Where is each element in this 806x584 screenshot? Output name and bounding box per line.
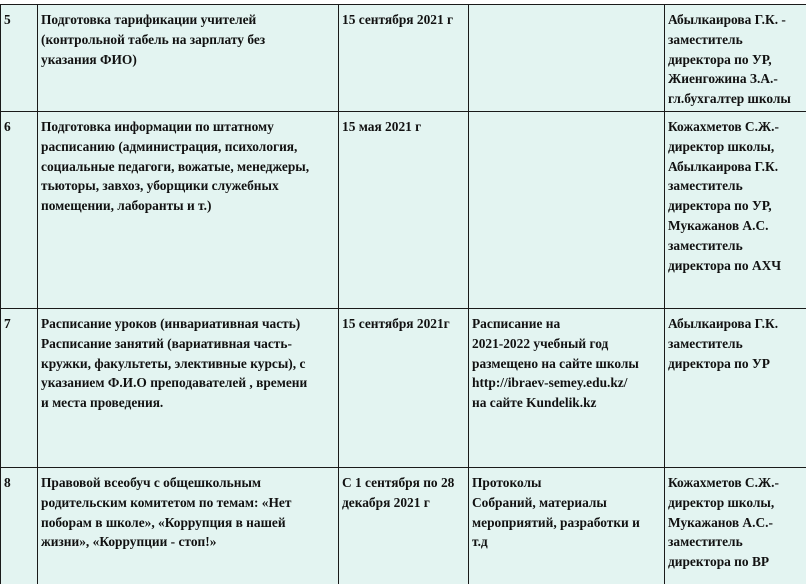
responsible-line: директор школы, bbox=[668, 138, 775, 154]
responsible-line: заместитель bbox=[668, 534, 743, 550]
responsible-line: Кожахметов С.Ж.- bbox=[668, 118, 779, 134]
row-number: 6 bbox=[1, 111, 38, 308]
task-line: родительским комитетом по темам: «Нет bbox=[41, 494, 292, 510]
responsible-line: заместитель bbox=[668, 237, 743, 253]
task-line: расписанию (администрация, психология, bbox=[41, 138, 298, 154]
responsible-line: директора по УР, bbox=[668, 51, 772, 67]
task-line: (контрольной табель на зарплату без bbox=[41, 31, 266, 47]
result-cell bbox=[469, 308, 665, 467]
table-row bbox=[1, 308, 806, 467]
responsible-cell bbox=[665, 467, 806, 584]
task-line: Расписание уроков (инвариативная часть) bbox=[41, 315, 301, 331]
result-line: размещено на сайте школы bbox=[472, 355, 639, 371]
row-number: 7 bbox=[1, 308, 38, 467]
responsible-line: заместитель bbox=[668, 178, 743, 194]
task-cell bbox=[38, 5, 339, 112]
task-line: указания ФИО) bbox=[41, 51, 137, 67]
result-line: Собраний, материалы bbox=[472, 494, 607, 510]
result-line: Расписание на bbox=[472, 315, 561, 331]
responsible-line: гл.бухгалтер школы bbox=[668, 91, 791, 107]
responsible-line: заместитель bbox=[668, 335, 743, 351]
table-row bbox=[1, 111, 806, 308]
responsible-line: Жиенгожина З.А.- bbox=[668, 71, 778, 87]
task-line: указанием Ф.И.О преподавателей , времени bbox=[41, 375, 308, 391]
responsible-cell bbox=[665, 111, 806, 308]
date-cell bbox=[339, 5, 469, 112]
date-line: 15 сентября 2021г bbox=[342, 315, 450, 331]
task-line: Правовой всеобуч с общешкольным bbox=[41, 474, 262, 490]
responsible-line: Мукажанов А.С. bbox=[668, 217, 769, 233]
date-cell bbox=[339, 111, 469, 308]
date-cell bbox=[339, 308, 469, 467]
responsible-cell bbox=[665, 5, 806, 112]
date-line: С 1 сентября по 28 bbox=[342, 474, 455, 490]
row-number: 8 bbox=[1, 467, 38, 584]
result-line: Протоколы bbox=[472, 474, 542, 490]
responsible-line: директор школы, bbox=[668, 494, 775, 510]
date-line: декабря 2021 г bbox=[342, 494, 430, 510]
result-cell bbox=[469, 467, 665, 584]
task-line: тьюторы, завхоз, уборщики служебных bbox=[41, 178, 279, 194]
date-line: 15 сентября 2021 г bbox=[342, 12, 454, 27]
task-line: социальные педагоги, вожатые, менеджеры, bbox=[41, 158, 310, 174]
plan-table bbox=[0, 4, 806, 584]
task-line: Расписание занятий (вариативная часть- bbox=[41, 335, 292, 351]
task-line: поборам в школе», «Коррупция в нашей bbox=[41, 514, 286, 530]
date-cell bbox=[339, 467, 469, 584]
result-line: 2021-2022 учебный год bbox=[472, 335, 609, 351]
responsible-line: директора по АХЧ bbox=[668, 257, 782, 273]
responsible-line: директора по ВР bbox=[668, 554, 770, 570]
task-line: и места проведения. bbox=[41, 395, 164, 411]
result-line: на сайте Kundelik.kz bbox=[472, 395, 597, 411]
responsible-line: Мукажанов А.С.- bbox=[668, 514, 773, 530]
responsible-line: заместитель bbox=[668, 31, 743, 47]
task-line: Подготовка тарификации учителей bbox=[41, 12, 257, 27]
school-website-link[interactable]: http://ibraev-semey.edu.kz/ bbox=[472, 375, 628, 391]
responsible-line: директора по УР bbox=[668, 355, 770, 371]
task-line: помещении, лаборанты и т.) bbox=[41, 198, 212, 214]
result-line: мероприятий, разработки и bbox=[472, 514, 640, 530]
date-line: 15 мая 2021 г bbox=[342, 118, 422, 134]
responsible-line: директора по УР, bbox=[668, 198, 772, 214]
task-cell bbox=[38, 111, 339, 308]
result-cell bbox=[469, 5, 665, 112]
task-line: кружки, факультеты, элективные курсы), с bbox=[41, 355, 306, 371]
table-row bbox=[1, 5, 806, 112]
task-line: жизни», «Коррупции - стоп!» bbox=[41, 534, 217, 550]
responsible-line: Кожахметов С.Ж.- bbox=[668, 474, 779, 490]
responsible-line: Абылкаирова Г.К. - bbox=[668, 12, 786, 27]
responsible-line: Абылкаирова Г.К. bbox=[668, 315, 779, 331]
result-line: т.д bbox=[472, 534, 488, 550]
task-cell bbox=[38, 467, 339, 584]
task-cell bbox=[38, 308, 339, 467]
result-cell bbox=[469, 111, 665, 308]
table-row bbox=[1, 467, 806, 584]
responsible-cell bbox=[665, 308, 806, 467]
responsible-line: Абылкаирова Г.К. bbox=[668, 158, 779, 174]
task-line: Подготовка информации по штатному bbox=[41, 118, 274, 134]
row-number: 5 bbox=[1, 5, 38, 112]
